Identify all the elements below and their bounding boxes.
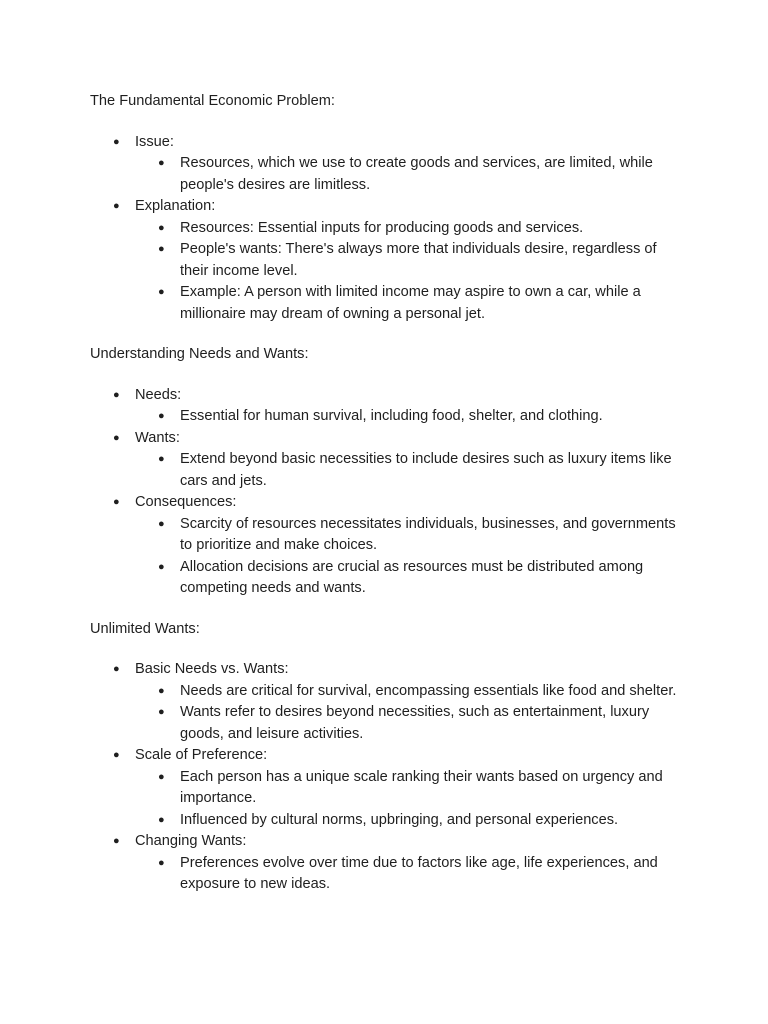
bullet-icon: ● [113, 135, 120, 148]
bullet-icon: ● [158, 813, 165, 826]
sub-bullet-list [135, 681, 678, 746]
section-heading: The Fundamental Economic Problem: [90, 93, 335, 109]
list-item [90, 492, 678, 600]
sub-list-item [135, 282, 678, 325]
section-unlimited-wants [90, 619, 678, 896]
list-item-label: Wants: [135, 429, 180, 446]
list-item [90, 831, 678, 896]
list-item-label: Basic Needs vs. Wants: [135, 661, 289, 677]
list-item-label: Needs: [135, 386, 182, 403]
sub-list-item [135, 449, 678, 492]
bullet-icon: ● [113, 749, 120, 761]
bullet-icon: ● [113, 496, 120, 508]
bullet-icon: ● [158, 706, 165, 718]
sub-list-item [135, 702, 678, 745]
list-item-label: Issue: [135, 133, 174, 150]
bullet-icon: ● [158, 770, 165, 783]
sub-list-item [135, 514, 678, 557]
sub-list-item [135, 218, 678, 240]
list-item-label: Consequences: [135, 494, 237, 510]
sub-list-item-text: Essential for human survival, including food, shelter, and clothing. [180, 408, 603, 424]
sub-list-item-text: Each person has a unique scale ranking their wants based on urgency and importance. [180, 768, 663, 806]
sub-bullet-list [135, 449, 678, 492]
sub-list-item-text: Allocation decisions are crucial as resources must be distributed among competing needs and wants. [180, 558, 644, 596]
list-item [90, 428, 678, 493]
sub-list-item-text: Preferences evolve over time due to factors like age, life experiences, and exposure to new ideas. [180, 854, 658, 892]
sub-bullet-list [135, 153, 678, 196]
sub-list-item [135, 406, 678, 428]
sub-list-item-text: Influenced by cultural norms, upbringing, and personal experiences. [180, 811, 619, 828]
bullet-icon: ● [158, 157, 165, 169]
bullet-list [90, 659, 678, 896]
sub-list-item-text: Needs are critical for survival, encompassing essentials like food and shelter. [180, 682, 677, 699]
sub-list-item [135, 810, 678, 832]
sub-list-item-text: Example: A person with limited income may aspire to own a car, while a millionaire may dream of owning a personal jet. [180, 284, 641, 322]
list-item [90, 132, 678, 197]
bullet-icon: ● [158, 286, 165, 298]
sub-bullet-list [135, 406, 678, 428]
list-item [90, 745, 678, 831]
list-item [90, 385, 678, 428]
bullet-icon: ● [113, 431, 120, 444]
bullet-icon: ● [158, 684, 165, 697]
bullet-list [90, 385, 678, 600]
sub-list-item [135, 153, 678, 196]
section-heading: Unlimited Wants: [90, 620, 200, 637]
list-item-label: Changing Wants: [135, 833, 247, 849]
bullet-icon: ● [158, 243, 165, 255]
bullet-icon: ● [158, 856, 165, 869]
sub-list-item [135, 767, 678, 810]
sub-list-item-text: Scarcity of resources necessitates individuals, businesses, and governments to prioritize and make choices. [180, 515, 676, 553]
sub-bullet-list [135, 767, 678, 832]
list-item-label: Explanation: [135, 198, 216, 214]
sub-bullet-list [135, 218, 678, 326]
bullet-list [90, 132, 678, 326]
bullet-icon: ● [158, 517, 165, 530]
bullet-icon: ● [113, 835, 120, 847]
section-fundamental-problem [90, 91, 678, 325]
bullet-icon: ● [158, 410, 165, 422]
bullet-icon: ● [113, 200, 120, 212]
sub-list-item [135, 239, 678, 282]
sub-list-item [135, 557, 678, 600]
sub-list-item-text: Extend beyond basic necessities to include desires such as luxury items like cars and jets. [180, 451, 672, 489]
sub-bullet-list [135, 514, 678, 600]
sub-list-item [135, 853, 678, 896]
sub-list-item-text: People's wants: There's always more that individuals desire, regardless of their income level. [180, 241, 657, 279]
bullet-icon: ● [158, 221, 165, 234]
section-heading: Understanding Needs and Wants: [90, 346, 309, 362]
bullet-icon: ● [158, 560, 165, 573]
sub-list-item-text: Resources, which we use to create goods and services, are limited, while people's desires are limitless. [180, 155, 653, 193]
bullet-icon: ● [113, 388, 120, 401]
sub-list-item [135, 681, 678, 703]
bullet-icon: ● [158, 453, 165, 465]
list-item [90, 659, 678, 745]
sub-bullet-list [135, 853, 678, 896]
list-item-label: Scale of Preference: [135, 747, 268, 763]
list-item [90, 196, 678, 325]
sub-list-item-text: Resources: Essential inputs for producing goods and services. [180, 219, 584, 236]
bullet-icon: ● [113, 663, 120, 675]
section-needs-and-wants [90, 344, 678, 600]
sub-list-item-text: Wants refer to desires beyond necessities, such as entertainment, luxury goods, and leisure activities. [180, 704, 650, 742]
